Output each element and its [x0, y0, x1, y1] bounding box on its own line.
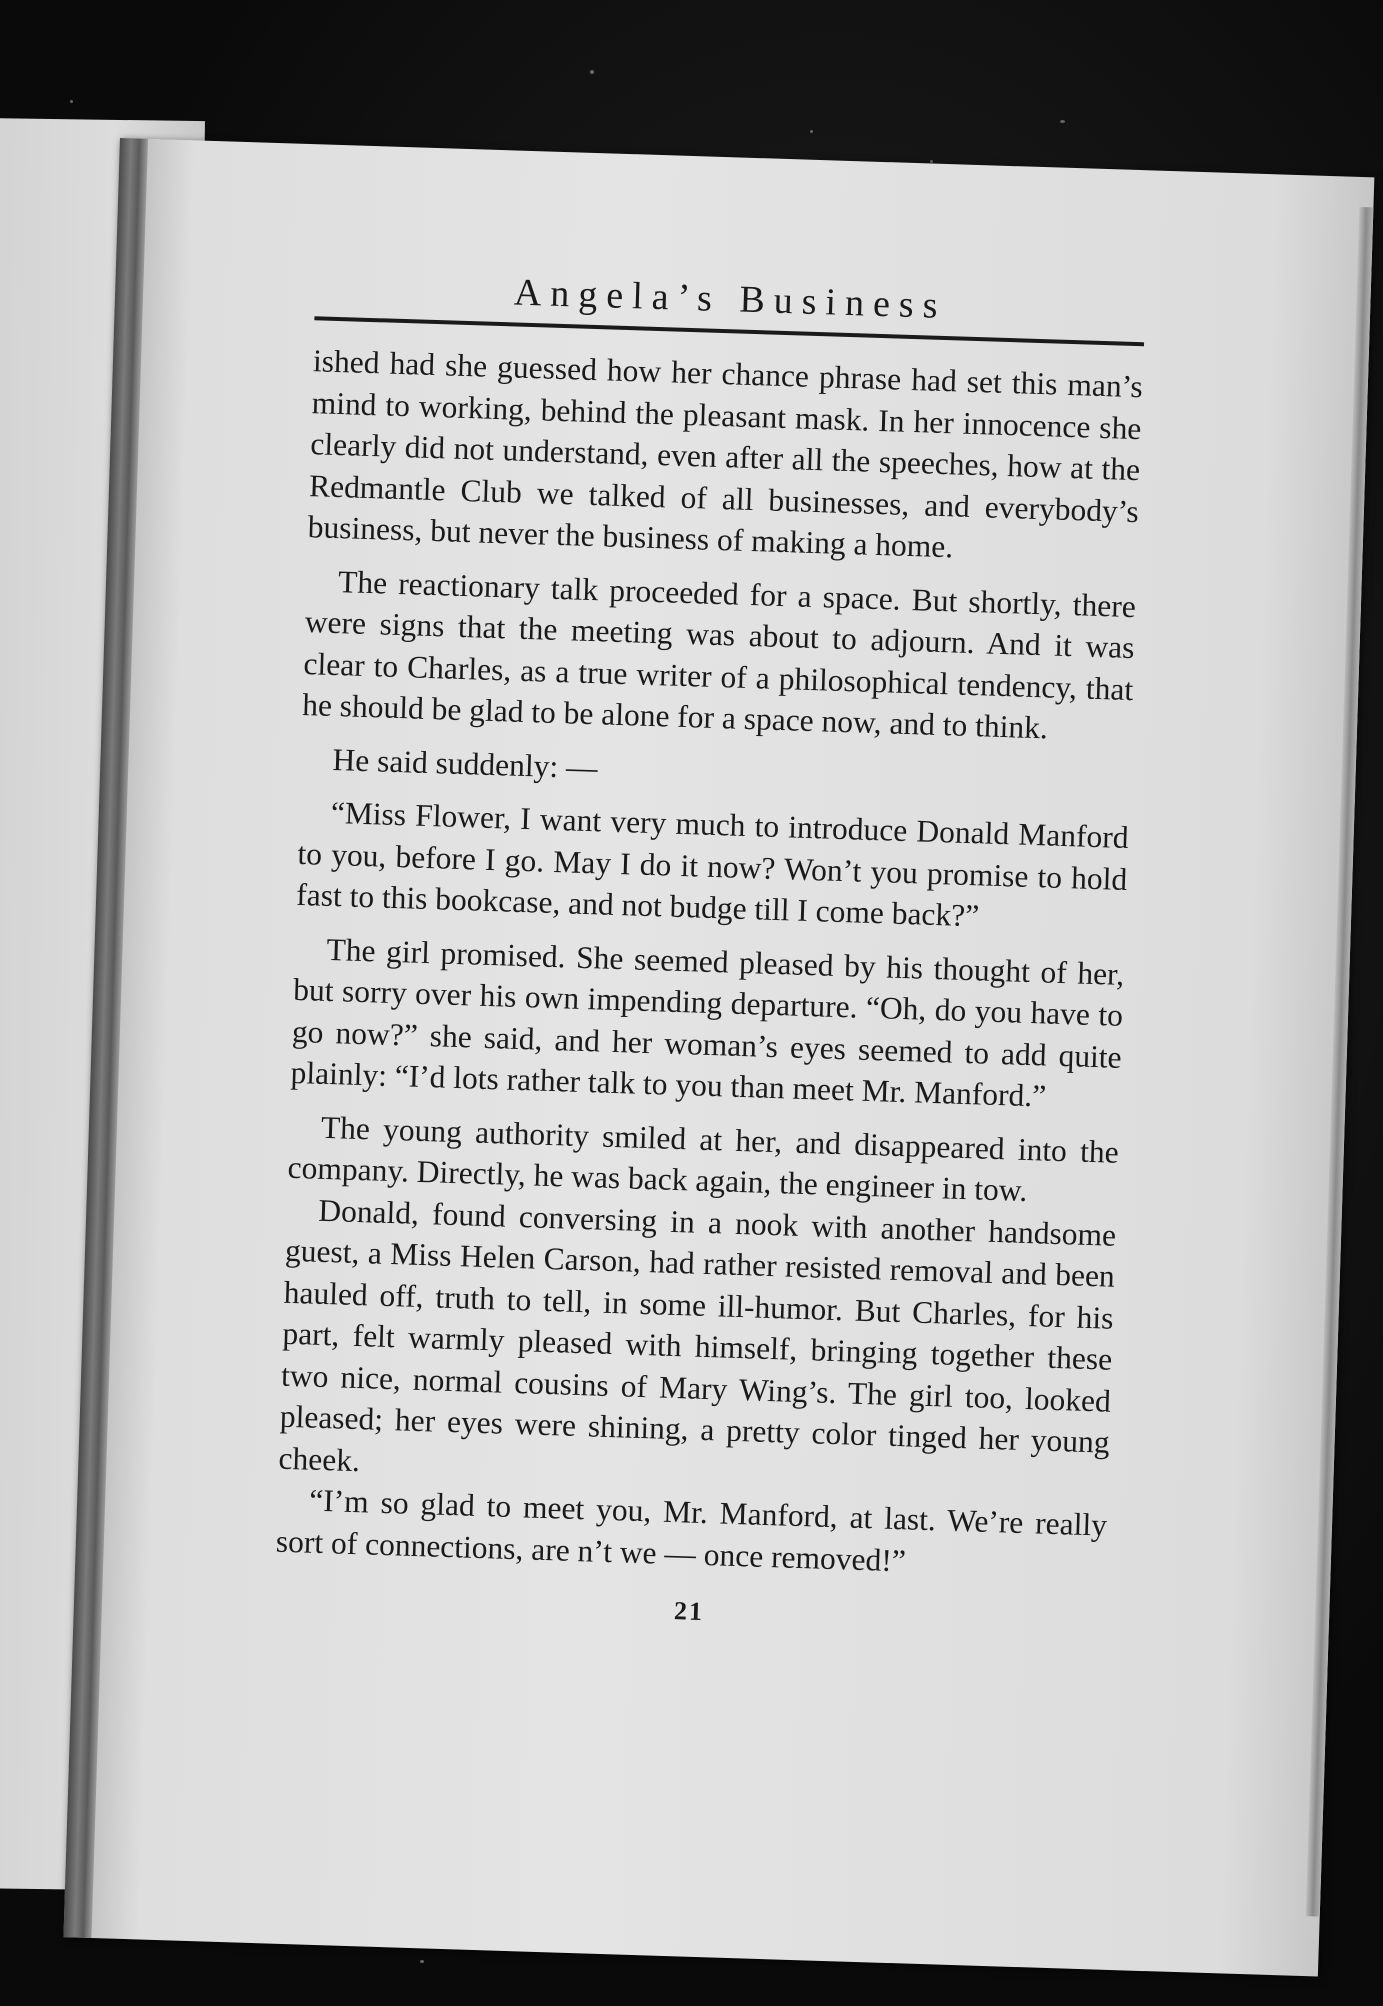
dust-speck: [1060, 120, 1065, 123]
running-head: Angela’s Business: [314, 264, 1145, 346]
book-page: [63, 138, 1374, 1977]
paragraph: “Miss Flower, I want very much to introduce Donald Manford to you, before I go. May I do it now? Won’t you promise to hold fast to this bookcase, and not budge till I come back?”: [295, 794, 1130, 934]
page-text-block: [274, 264, 1146, 1639]
paragraph: ished had she guessed how her chance phrase had set this man’s mind to working, behind the pleasant mask. In her innocence she clearly did not understand, even after all the speeches, how at the Redmantle Club we talked of all businesses, and everybody’s business, but never the business of making a home.: [307, 343, 1144, 565]
paragraph: Donald, found conversing in a nook with another handsome guest, a Miss Helen Carson, had rather resisted removal and been hauled off, truth to tell, in some ill-humor. But Charles, for his part, felt warmly pleased with himself, bringing together these two nice, normal cousins of Mary Wing’s. The girl too, looked pleased; her eyes were shining, a pretty color tinged her young cheek.: [278, 1192, 1117, 1478]
page-number: 21: [673, 1596, 705, 1627]
paragraph: The reactionary talk proceeded for a space. But shortly, there were signs that the meeting was about to adjourn. And it was clear to Charles, as a true writer of a philosophical tendency, that he should be glad to be alone for a space now, and to think.: [301, 563, 1137, 746]
paragraph: He said suddenly: —: [332, 741, 599, 785]
paragraph: “I’m so glad to meet you, Mr. Manford, at last. We’re really sort of connections, are n’t we — once removed!”: [275, 1482, 1108, 1578]
dust-speck: [810, 130, 813, 133]
paragraph: The girl promised. She seemed pleased by his thought of her, but sorry over his own impending departure. “Oh, do you have to go now?” she said, and her woman’s eyes seemed to add quite plainly: “I’d lots rather talk to you than meet Mr. Manford.”: [290, 931, 1125, 1114]
paragraph: The young authority smiled at her, and disappeared into the company. Directly, he was back again, the engineer in tow.: [287, 1109, 1120, 1209]
page-stack-edge: [1306, 207, 1374, 1917]
dust-speck: [420, 1960, 424, 1963]
dust-speck: [590, 70, 594, 74]
dust-speck: [70, 100, 73, 103]
body-text: [275, 340, 1143, 1587]
